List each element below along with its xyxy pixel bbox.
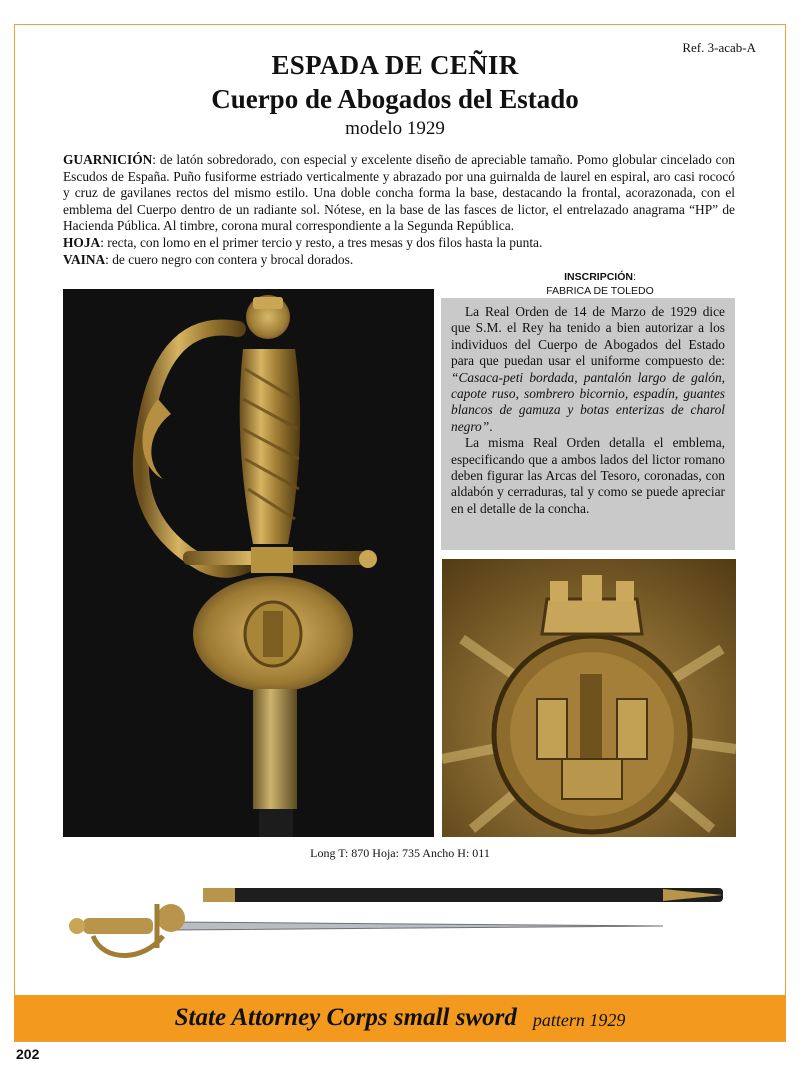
dimensions-caption: Long T: 870 Hoja: 735 Ancho H: 011 [310, 846, 490, 860]
guarnicion-text: : de latón sobredorado, con especial y excelente diseño de apreciable tamaño. Pomo globular cincelado con Escudos de España. Puño fusiforme estriado verticalmente y abrazado por una guirnalda de laurel en espiral, aro casi rococó y cruz de gavilanes rectos del mismo estilo. Una doble concha forma la base, destacando la frontal, acorazonada, con el emblema del Cuerpo dentro de un radiante sol. Nótese, en la base de las fasces de lictor, el entrelazado anagrama “HP” de Hacienda Pública. Al timbre, corona mural correspondiente a la Segunda República. [63, 152, 735, 234]
page-subtitle: modelo 1929 [345, 118, 445, 139]
guarnicion-paragraph [63, 152, 735, 235]
full-sword-image [63, 878, 735, 974]
emblem-image [442, 559, 736, 837]
inscription-colon: : [632, 271, 636, 283]
vaina-text: : de cuero negro con contera y brocal dorados. [105, 251, 354, 267]
vaina-paragraph [63, 252, 735, 269]
hoja-paragraph [63, 235, 735, 252]
guarnicion-label: GUARNICIÓN [63, 152, 153, 167]
note-paragraph-1 [451, 304, 725, 435]
description-text [63, 152, 735, 268]
emblem-detail-photo [442, 559, 736, 837]
banner-title: State Attorney Corps small sword [174, 1004, 517, 1031]
banner-subtitle: pattern 1929 [532, 1009, 626, 1030]
note-paragraph-2: La misma Real Orden detalla el emblema, especificando que a ambos lados del lictor romano deben figurar las Arcas del Tesoro, coronadas, con aldabón y cerraduras, tal y como se puede apreciar en el detalle de la concha. [451, 435, 725, 516]
page-title: ESPADA DE CEÑIR [271, 50, 519, 80]
note-p1-text: La Real Orden de 14 de Marzo de 1929 dice que S.M. el Rey ha tenido a bien autorizar a los individuos del Cuerpo de Abogados del Estado para que puedan usar el uniforme compuesto de: [451, 304, 725, 369]
hoja-label: HOJA [63, 234, 101, 250]
inscription-label: INSCRIPCIÓN [564, 271, 633, 283]
inscription-text: FABRICA DE TOLEDO [546, 285, 654, 297]
hoja-text: : recta, con lomo en el primer tercio y resto, a tres mesas y dos filos hasta la punta. [100, 234, 543, 250]
vaina-label: VAINA [63, 251, 106, 267]
note-p1-end: . [489, 418, 493, 434]
hilt-photo [63, 289, 434, 837]
english-title-banner [14, 995, 786, 1041]
page-number: 202 [16, 1046, 40, 1062]
inscription-block [530, 270, 670, 298]
reference-code: Ref. 3-acab-A [682, 40, 756, 55]
note-p1-quote: “Casaca-peti bordada, pantalón largo de galón, capote ruso, sombrero bicornio, espadín, guantes blancos de gamuza y botas enterizas de charol negro” [451, 369, 725, 434]
full-sword-photo [63, 878, 735, 974]
page-title-line2: Cuerpo de Abogados del Estado [211, 84, 579, 114]
hilt-image [63, 289, 434, 837]
historical-note-box [441, 298, 735, 550]
